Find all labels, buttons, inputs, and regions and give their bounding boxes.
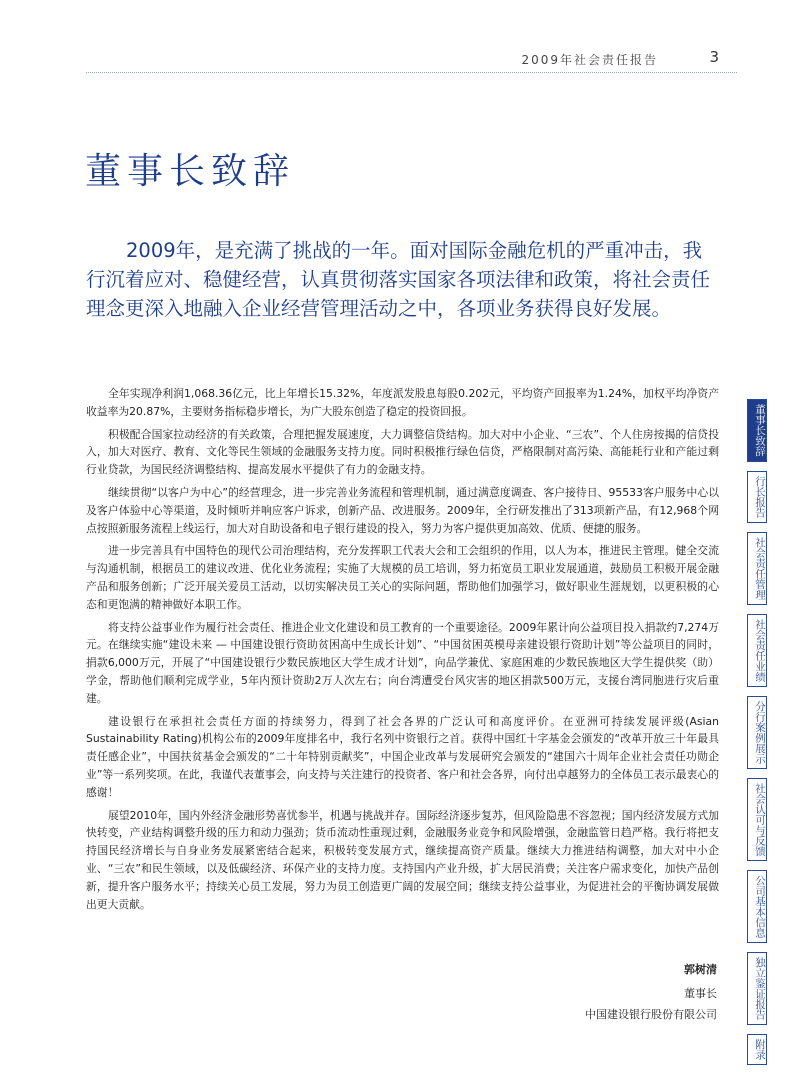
nav-tab-assurance-report[interactable]: 独立鉴证报告 [747,952,767,1025]
body-paragraph: 全年实现净利润1,068.36亿元，比上年增长15.32%，年度派发股息每股0.202元，平均资产回报率为1.24%，加权平均净资产收益率为20.87%，主要财务指标稳步增长，为广大股东创造了稳定的投资回报。 [86,387,719,418]
signatory-name: 郭树清 [684,963,717,976]
signatory-organization: 中国建设银行股份有限公司 [585,1008,717,1021]
body-paragraph: 将支持公益事业作为履行社会责任、推进企业文化建设和员工教育的一个重要途径。2009年累计向公益项目投入捐款约7,274万元。在继续实施“建设未来 — 中国建设银行资助贫困高中生成长计划”、“中国贫困英模母亲建设银行资助计划”等公益项目的同时，捐款6,000万元，开展了“中国建设银行少数民族地区大学生成才计划”，向品学兼优、家庭困难的少数民族地区大学生提供奖（助）学金，帮助他们顺利完成学业，5年内预计资助2万人次左右；向台湾遭受台风灾害的地区捐款500万元，支援台湾同胞进行灾后重建。 [86,620,719,705]
page-title: 董事长致辞 [85,151,296,192]
letter-body [86,385,719,918]
section-side-nav [747,399,767,1074]
nav-tab-chairman-statement[interactable]: 董事长致辞 [747,399,767,462]
header-divider [86,72,737,73]
report-title: 2009年社会责任报告 [521,53,658,67]
lead-paragraph: 2009年，是充满了挑战的一年。面对国际金融危机的严重冲击，我行沉着应对、稳健经营，认真贯彻落实国家各项法律和政策，将社会责任理念更深入地融入企业经营管理活动之中，各项业务获得良好发展。 [86,239,711,320]
nav-tab-president-report[interactable]: 行长报告 [747,471,767,523]
body-paragraph: 建设银行在承担社会责任方面的持续努力，得到了社会各界的广泛认可和高度评价。在亚洲可持续发展评级(Asian Sustainability Rating)机构公布的2009年度排名中，我行名列中资银行之首。获得中国红十字基金会颁发的“改革开放三十年最具责任感企业”，中国扶贫基金会颁发的“二十年特别贡献奖”，中国企业改革与发展研究会颁发的“建国六十周年企业社会责任功勋企业”等一系列奖项。在此，我谨代表董事会，向支持与关注建行的投资者、客户和社会各界，向付出卓越努力的全体员工表示最衷心的感谢！ [86,714,719,799]
nav-tab-recognition-feedback[interactable]: 社会认可与反馈 [747,778,767,862]
page-header [0,48,793,68]
page-number: 3 [709,48,719,66]
nav-tab-csr-management[interactable]: 社会责任管理 [747,532,767,605]
body-paragraph: 进一步完善具有中国特色的现代公司治理结构，充分发挥职工代表大会和工会组织的作用，以人为本，推进民主管理。健全交流与沟通机制，根据员工的建议改进、优化业务流程；实施了大规模的员工培训，努力拓宽员工职业发展通道，鼓励员工积极开展金融产品和服务创新；广泛开展关爱员工活动，以切实解决员工关心的实际问题，帮助他们加强学习，做好职业生涯规划，以更积极的心态和更饱满的精神做好本职工作。 [86,544,719,611]
body-paragraph: 展望2010年，国内外经济金融形势喜忧参半，机遇与挑战并存。国际经济逐步复苏，但风险隐患不容忽视；国内经济发展方式加快转变，产业结构调整升级的压力和动力强劲；货币流动性重现过剩，金融服务业竞争和风险增强，金融监管日趋严格。我行将把支持国民经济增长与自身业务发展紧密结合起来，积极转变发展方式，继续提高资产质量。继续大力推进结构调整，加大对中小企业、“三农”和民生领域，以及低碳经济、环保产业的支持力度。支持国内产业升级，扩大居民消费；关注客户需求变化，加快产品创新，提升客户服务水平；持续关心员工发展，努力为员工创造更广阔的发展空间；继续支持公益事业，为促进社会的平衡协调发展做出更大贡献。 [86,808,719,911]
nav-tab-company-info[interactable]: 公司基本信息 [747,870,767,943]
nav-tab-branch-cases[interactable]: 分行案例展示 [747,696,767,769]
nav-tab-csr-performance[interactable]: 社会责任业绩 [747,614,767,687]
nav-tab-appendix[interactable]: 附录 [747,1034,767,1065]
signatory-title: 董事长 [684,987,717,1000]
body-paragraph: 继续贯彻“以客户为中心”的经营理念，进一步完善业务流程和管理机制，通过满意度调查、客户接待日、95533客户服务中心以及客户体验中心等渠道，及时倾听并响应客户诉求，创新产品、改进服务。2009年，全行研发推出了313项新产品，有12,968个网点按照新服务流程上线运行，加大对自助设备和电子银行建设的投入，努力为客户提供更加高效、优质、便捷的服务。 [86,485,719,535]
body-paragraph: 积极配合国家拉动经济的有关政策，合理把握发展速度，大力调整信贷结构。加大对中小企业、“三农”、个人住房按揭的信贷投入，加大对医疗、教育、文化等民生领域的金融服务支持力度。同时积极推行绿色信贷，严格限制对高污染、高能耗行业和产能过剩行业贷款，为国民经济调整结构、提高发展水平提供了有力的金融支持。 [86,427,719,477]
